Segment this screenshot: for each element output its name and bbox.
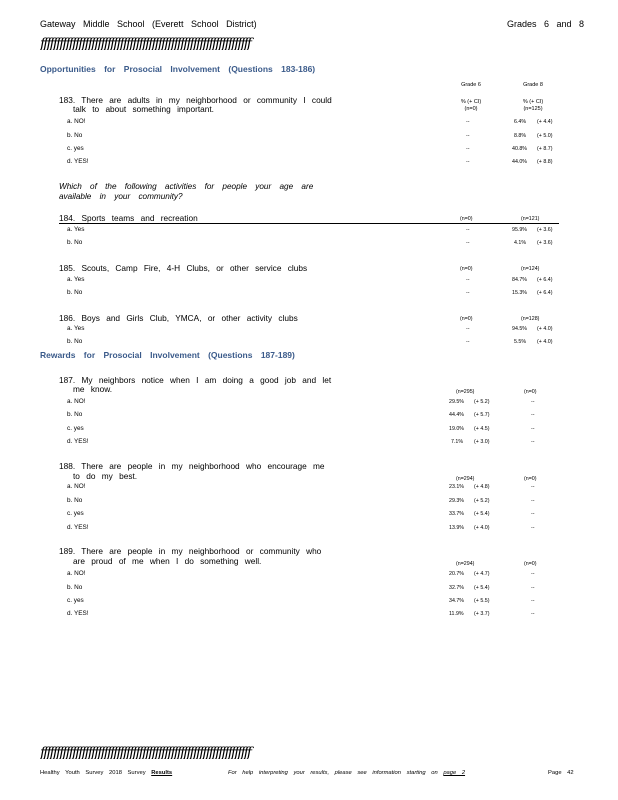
option-label: a. NO!	[67, 398, 86, 405]
q187-n-grade8: (n=0)	[524, 389, 537, 395]
q185-n-grade8: (n=124)	[521, 266, 540, 272]
g8-value: --	[531, 611, 535, 617]
g6-value: --	[466, 159, 470, 165]
g8-value: 5.5%	[514, 339, 527, 345]
grades-label: Grades 6 and 8	[507, 19, 585, 29]
footer-page-number: Page 42	[548, 770, 574, 776]
q186-title: 186. Boys and Girls Club, YMCA, or other activity clubs	[59, 313, 298, 323]
col-sub-grade8: % (+ CI)	[522, 99, 544, 105]
footer-help-page-link[interactable]: page 2	[443, 770, 466, 776]
col-head-grade6: Grade 6	[461, 82, 481, 88]
g8-ci: (+ 3.6)	[537, 240, 553, 246]
option-label: a. NO!	[67, 570, 86, 577]
q186-n-grade8: (n=128)	[521, 316, 540, 322]
bottom-decorative-rule: ƒƒƒƒƒƒƒƒƒƒƒƒƒƒƒƒƒƒƒƒƒƒƒƒƒƒƒƒƒƒƒƒƒƒƒƒƒƒƒƒƒƒƒƒƒƒƒƒƒƒƒƒƒƒƒƒƒƒƒƒƒƒƒƒƒƒ	[40, 745, 250, 759]
g6-value: 13.9%	[449, 525, 465, 531]
q189-text-line2: are proud of me when I do something well.	[73, 556, 262, 566]
g6-value: --	[466, 290, 470, 296]
option-label: b. No	[67, 338, 83, 345]
g6-value: --	[466, 119, 470, 125]
col-n-grade8: (n=125)	[523, 106, 543, 112]
g8-value: --	[531, 571, 535, 577]
q188-n-grade8: (n=0)	[524, 476, 537, 482]
section-title-opportunities: Opportunities for Prosocial Involvement (Questions 183-186)	[40, 64, 316, 74]
g6-value: 23.1%	[449, 484, 465, 490]
option-label: d. YES!	[67, 438, 89, 445]
g8-value: 40.8%	[512, 146, 528, 152]
q186-n-grade6: (n=0)	[460, 316, 473, 322]
col-n-grade6: (n=0)	[464, 106, 478, 112]
option-label: d. YES!	[67, 610, 89, 617]
g8-ci: (+ 4.0)	[537, 339, 553, 345]
g6-ci: (+ 4.7)	[474, 571, 490, 577]
option-label: d. YES!	[67, 524, 89, 531]
g8-value: --	[531, 511, 535, 517]
g8-ci: (+ 6.4)	[537, 290, 553, 296]
g8-value: --	[531, 498, 535, 504]
g6-value: --	[466, 146, 470, 152]
q189-n-grade6: (n=294)	[456, 561, 475, 567]
q184-n-grade8: (n=121)	[521, 216, 540, 222]
g6-value: 44.4%	[449, 412, 465, 418]
q187-text-line2: me know.	[73, 384, 113, 394]
q185-title: 185. Scouts, Camp Fire, 4-H Clubs, or other service clubs	[59, 263, 308, 273]
option-label: c. yes	[67, 425, 84, 432]
option-label: b. No	[67, 584, 83, 591]
q184-underline	[59, 223, 559, 224]
g8-ci: (+ 6.4)	[537, 277, 553, 283]
g8-ci: (+ 4.0)	[537, 326, 553, 332]
g8-value: 94.5%	[512, 326, 528, 332]
g6-ci: (+ 5.2)	[474, 498, 490, 504]
q188-text-line1: 188. There are people in my neighborhood who encourage me	[59, 461, 325, 471]
footer-help-note	[228, 770, 465, 776]
option-label: c. yes	[67, 597, 84, 604]
g6-ci: (+ 5.7)	[474, 412, 490, 418]
g6-ci: (+ 5.2)	[474, 399, 490, 405]
activities-intro-line1: Which of the following activities for people your age are	[59, 182, 314, 191]
g6-value: --	[466, 227, 470, 233]
g8-value: --	[531, 439, 535, 445]
option-label: a. Yes	[67, 325, 85, 332]
g8-ci: (+ 8.7)	[537, 146, 553, 152]
g8-value: --	[531, 412, 535, 418]
q189-n-grade8: (n=0)	[524, 561, 537, 567]
g8-value: 4.1%	[514, 240, 527, 246]
g6-ci: (+ 5.4)	[474, 511, 490, 517]
q187-n-grade6: (n=295)	[456, 389, 475, 395]
g8-value: 95.9%	[512, 227, 528, 233]
g6-ci: (+ 5.5)	[474, 598, 490, 604]
q184-title: 184. Sports teams and recreation	[59, 213, 198, 223]
option-label: b. No	[67, 239, 83, 246]
g8-ci: (+ 4.4)	[537, 119, 553, 125]
option-label: b. No	[67, 289, 83, 296]
g8-value: 15.3%	[512, 290, 528, 296]
g8-ci: (+ 3.6)	[537, 227, 553, 233]
q183-text-line1: 183. There are adults in my neighborhood or community I could	[59, 95, 332, 105]
g6-value: 7.1%	[451, 439, 464, 445]
activities-intro-line2: available in your community?	[59, 192, 183, 201]
g6-value: 19.0%	[449, 426, 465, 432]
col-sub-grade6: % (+ CI)	[460, 99, 482, 105]
option-label: b. No	[67, 497, 83, 504]
school-name: Gateway Middle School (Everett School District)	[40, 19, 257, 29]
g8-value: --	[531, 484, 535, 490]
g6-ci: (+ 3.0)	[474, 439, 490, 445]
g8-value: --	[531, 598, 535, 604]
q189-text-line1: 189. There are people in my neighborhood or community who	[59, 546, 322, 556]
option-label: a. Yes	[67, 226, 85, 233]
g6-ci: (+ 4.8)	[474, 484, 490, 490]
option-label: a. NO!	[67, 483, 86, 490]
col-head-grade8: Grade 8	[523, 82, 543, 88]
g8-value: 8.8%	[514, 133, 527, 139]
option-label: b. No	[67, 132, 83, 139]
q185-n-grade6: (n=0)	[460, 266, 473, 272]
q188-text-line2: to do my best.	[73, 471, 138, 481]
g6-value: 33.7%	[449, 511, 465, 517]
g6-value: 34.7%	[449, 598, 465, 604]
g8-value: --	[531, 426, 535, 432]
g8-value: 44.0%	[512, 159, 528, 165]
footer-results-text: Results	[151, 770, 173, 776]
footer-help-text: For help interpreting your results, please see information starting on	[228, 770, 438, 776]
option-label: a. NO!	[67, 118, 86, 125]
g8-value: 84.7%	[512, 277, 528, 283]
g6-value: 29.5%	[449, 399, 465, 405]
g6-value: --	[466, 240, 470, 246]
option-label: c. yes	[67, 145, 84, 152]
g8-value: --	[531, 525, 535, 531]
option-label: d. YES!	[67, 158, 89, 165]
g6-value: --	[466, 133, 470, 139]
g6-value: 29.3%	[449, 498, 465, 504]
q184-n-grade6: (n=0)	[460, 216, 473, 222]
q183-text-line2: talk to about something important.	[73, 104, 214, 114]
g6-ci: (+ 4.0)	[474, 525, 490, 531]
g8-ci: (+ 8.8)	[537, 159, 553, 165]
g8-value: --	[531, 399, 535, 405]
g8-ci: (+ 5.0)	[537, 133, 553, 139]
g6-value: 11.9%	[449, 611, 464, 617]
option-label: a. Yes	[67, 276, 85, 283]
g6-value: --	[466, 277, 470, 283]
g6-value: --	[466, 326, 470, 332]
footer-survey-text: Healthy Youth Survey 2018 Survey	[40, 770, 146, 776]
g8-value: 6.4%	[514, 119, 527, 125]
g8-value: --	[531, 585, 535, 591]
footer-survey-name	[40, 770, 172, 776]
g6-value: 32.7%	[449, 585, 465, 591]
g6-value: 20.7%	[449, 571, 465, 577]
option-label: c. yes	[67, 510, 84, 517]
top-decorative-rule: ƒƒƒƒƒƒƒƒƒƒƒƒƒƒƒƒƒƒƒƒƒƒƒƒƒƒƒƒƒƒƒƒƒƒƒƒƒƒƒƒƒƒƒƒƒƒƒƒƒƒƒƒƒƒƒƒƒƒƒƒƒƒƒƒƒƒ	[40, 36, 250, 50]
section-title-rewards: Rewards for Prosocial Involvement (Questions 187-189)	[40, 350, 295, 360]
g6-ci: (+ 5.4)	[474, 585, 490, 591]
option-label: b. No	[67, 411, 83, 418]
g6-ci: (+ 4.5)	[474, 426, 490, 432]
g6-ci: (+ 3.7)	[474, 611, 490, 617]
q187-text-line1: 187. My neighbors notice when I am doing a good job and let	[59, 375, 332, 385]
g6-value: --	[466, 339, 470, 345]
q188-n-grade6: (n=294)	[456, 476, 475, 482]
